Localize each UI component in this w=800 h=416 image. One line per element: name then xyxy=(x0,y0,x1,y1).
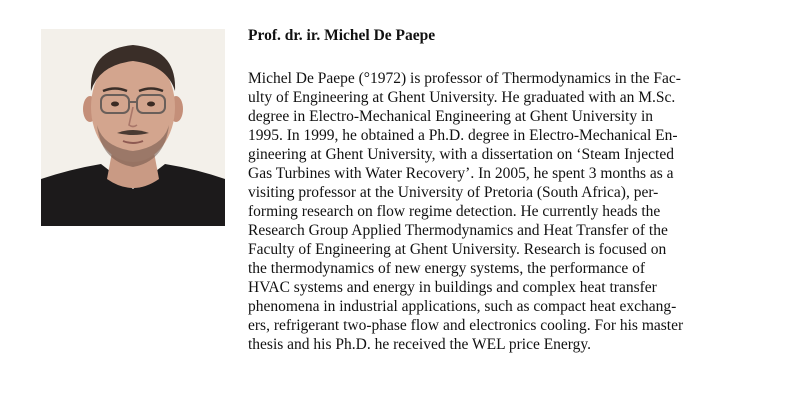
bio-line: forming research on flow regime detection. He currently heads the xyxy=(248,203,661,220)
bio-line: visiting professor at the University of Pretoria (South Africa), per- xyxy=(248,184,659,201)
bio-line: Faculty of Engineering at Ghent University. Research is focused on xyxy=(248,241,667,258)
bio-line: Gas Turbines with Water Recovery’. In 2005, he spent 3 months as a xyxy=(248,165,674,182)
bio-line: HVAC systems and energy in buildings and complex heat transfer xyxy=(248,279,657,296)
bio-line: ers, refrigerant two-phase flow and electronics cooling. For his master xyxy=(248,317,684,334)
bio-line: 1995. In 1999, he obtained a Ph.D. degree in Electro-Mechanical En- xyxy=(248,127,678,144)
person-name: Prof. dr. ir. Michel De Paepe xyxy=(248,27,436,44)
bio-line: the thermodynamics of new energy systems, the performance of xyxy=(248,260,645,277)
bio-line: thesis and his Ph.D. he received the WEL price Energy. xyxy=(248,336,592,353)
bio-line: Research Group Applied Thermodynamics and Heat Transfer of the xyxy=(248,222,668,239)
bio-line: Michel De Paepe (°1972) is professor of Thermodynamics in the Fac- xyxy=(248,70,681,87)
bio-line: gineering at Ghent University, with a dissertation on ‘Steam Injected xyxy=(248,146,674,163)
bio-line: phenomena in industrial applications, such as compact heat exchang- xyxy=(248,298,677,315)
bio-line: ulty of Engineering at Ghent University. He graduated with an M.Sc. xyxy=(248,89,676,106)
portrait-illustration xyxy=(41,29,225,226)
bio-line: degree in Electro-Mechanical Engineering at Ghent University in xyxy=(248,108,653,125)
portrait-photo xyxy=(41,29,225,226)
biography-paragraph xyxy=(248,69,768,354)
